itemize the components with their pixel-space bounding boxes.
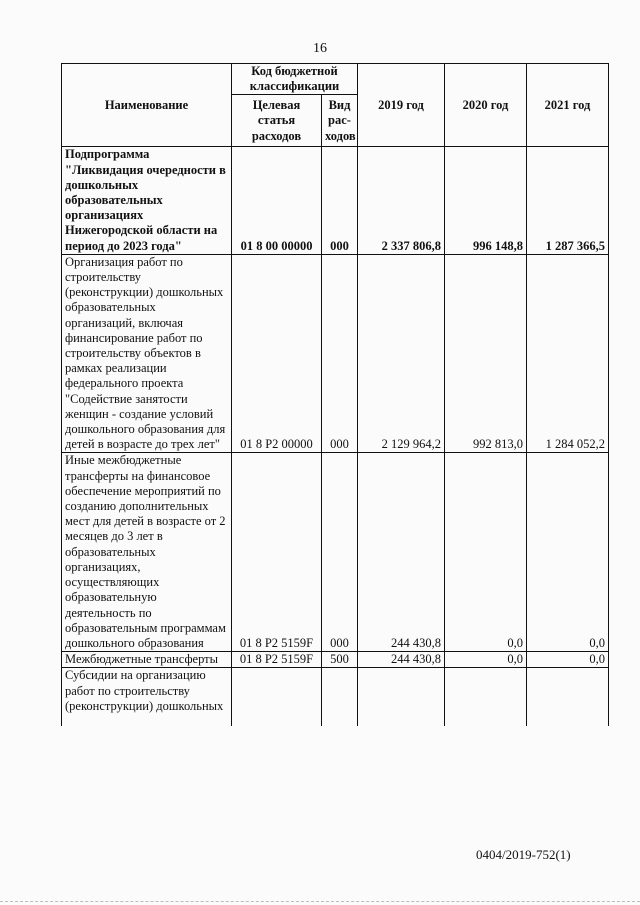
row-name: Субсидии на организацию работ по строительству (реконструкции) дошкольных [62,668,232,726]
row-2021: 1 284 052,2 [527,254,609,453]
row-2019: 244 430,8 [358,453,445,652]
table-row [62,652,609,668]
row-type: 000 [322,254,358,453]
row-name: Организация работ по строительству (реконструкции) дошкольных образовательных организаций, включая финансирование работ по строительству объектов в рамках реализации федерального проекта "Содействие занятости женщин - создание условий дошкольного образования для детей в возрасте до трех лет" [62,254,232,453]
row-type [322,668,358,726]
row-name: Подпрограмма "Ликвидация очередности в дошкольных образовательных организациях Нижегородской области на период до 2023 года" [62,147,232,254]
row-2020: 992 813,0 [445,254,527,453]
row-name: Иные межбюджетные трансферты на финансовое обеспечение мероприятий по созданию дополнительных мест для детей в возрасте от 2 месяцев до 3 лет в образовательных организациях, осуществляющих образовательную деятельность по образовательным программам дошкольного образования [62,453,232,652]
row-2020: 996 148,8 [445,147,527,254]
row-type: 000 [322,147,358,254]
document-code: 0404/2019-752(1) [476,847,571,862]
row-article: 01 8 P2 5159F [232,652,322,668]
header-target-article: Целевая статья расходов [232,95,322,147]
header-year-2020: 2020 год [445,64,527,147]
table-row [62,668,609,726]
row-2020: 0,0 [445,652,527,668]
row-2019: 244 430,8 [358,652,445,668]
row-2021: 1 287 366,5 [527,147,609,254]
row-2019: 2 129 964,2 [358,254,445,453]
header-year-2019: 2019 год [358,64,445,147]
row-article: 01 8 P2 5159F [232,453,322,652]
header-year-2021: 2021 год [527,64,609,147]
page-number: 16 [313,41,327,56]
table-row [62,147,609,254]
row-article: 01 8 P2 00000 [232,254,322,453]
row-type: 000 [322,453,358,652]
header-code-group: Код бюджетной классификации [232,64,358,95]
table-row [62,254,609,453]
row-2020 [445,668,527,726]
row-article: 01 8 00 00000 [232,147,322,254]
row-2021: 0,0 [527,453,609,652]
row-type: 500 [322,652,358,668]
row-2019 [358,668,445,726]
row-article [232,668,322,726]
row-name: Межбюджетные трансферты [62,652,232,668]
header-expense-type: Вид рас-ходов [322,95,358,147]
budget-table [61,63,609,726]
row-2021: 0,0 [527,652,609,668]
row-2020: 0,0 [445,453,527,652]
header-name: Наименование [62,64,232,147]
row-2019: 2 337 806,8 [358,147,445,254]
page-edge-divider [0,901,640,902]
table-row [62,453,609,652]
row-2021 [527,668,609,726]
